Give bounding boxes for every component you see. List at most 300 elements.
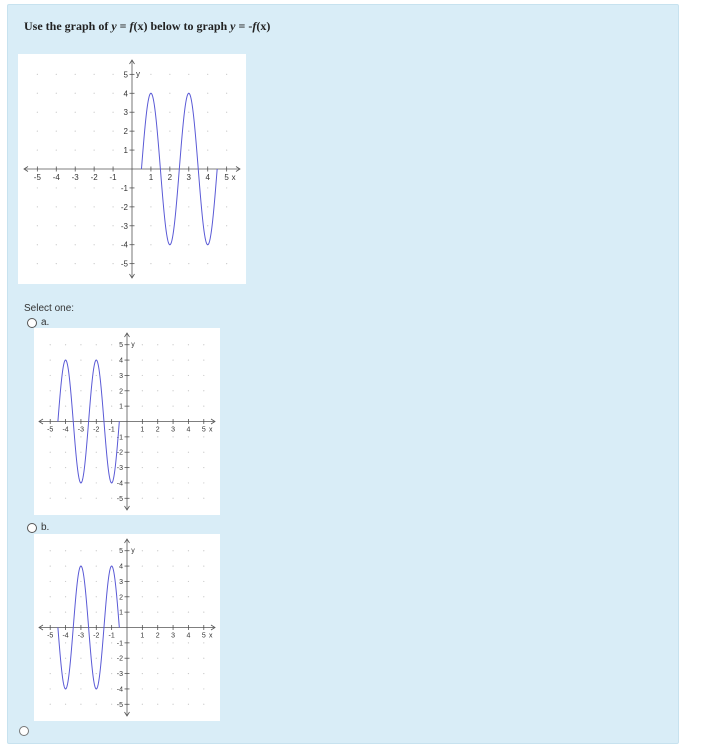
grid-dot [169,263,170,264]
grid-dot [157,390,158,391]
question-panel [7,4,679,744]
grid-dot [50,612,51,613]
grid-dot [50,565,51,566]
grid-dot [142,390,143,391]
option-b-label: b. [41,522,50,533]
grid-dot [207,74,208,75]
grid-dot [75,74,76,75]
grid-dot [172,467,173,468]
grid-dot [96,452,97,453]
grid-dot [188,612,189,613]
grid-dot [188,263,189,264]
grid-dot [203,452,204,453]
grid-dot [50,581,51,582]
grid-dot [65,565,66,566]
grid-dot [75,112,76,113]
grid-dot [188,390,189,391]
option-b-row[interactable] [27,522,49,533]
grid-dot [203,498,204,499]
grid-dot [111,550,112,551]
grid-dot [94,187,95,188]
grid-dot [226,74,227,75]
y-tick-label: 3 [123,108,128,118]
grid-dot [37,206,38,207]
grid-dot [56,244,57,245]
grid-dot [142,482,143,483]
grid-dot [169,187,170,188]
grid-dot [94,225,95,226]
grid-dot [203,550,204,551]
grid-dot [142,581,143,582]
grid-dot [37,149,38,150]
grid-dot [172,452,173,453]
grid-dot [172,581,173,582]
grid-dot [94,74,95,75]
option-b-radio[interactable] [27,523,37,533]
grid-dot [157,359,158,360]
y-axis-label: y [136,69,140,79]
grid-dot [112,131,113,132]
main-graph-svg [18,54,246,284]
grid-dot [96,612,97,613]
option-c-radio[interactable] [19,726,29,736]
y-tick-label: -2 [120,202,128,212]
grid-dot [80,612,81,613]
grid-dot [142,550,143,551]
option-a-label: a. [41,317,50,328]
x-tick-label: 1 [148,173,154,182]
grid-dot [142,436,143,437]
grid-dot [37,225,38,226]
grid-dot [203,436,204,437]
y-tick-label: -2 [116,655,123,663]
grid-dot [65,344,66,345]
grid-dot [142,642,143,643]
grid-dot [96,581,97,582]
grid-dot [80,550,81,551]
grid-dot [111,612,112,613]
select-one-label: Select one: [24,303,75,314]
x-tick-label: 4 [205,173,210,182]
grid-dot [65,452,66,453]
x-tick-label: -3 [77,426,85,434]
grid-dot [150,131,151,132]
grid-dot [188,344,189,345]
grid-dot [188,596,189,597]
y-tick-label: 1 [123,146,128,156]
grid-dot [157,688,158,689]
x-tick-label: -4 [52,173,60,182]
grid-dot [169,149,170,150]
grid-dot [111,658,112,659]
grid-dot [157,565,158,566]
grid-dot [65,390,66,391]
grid-dot [75,149,76,150]
grid-dot [142,565,143,566]
y-tick-label: 5 [123,70,128,80]
grid-dot [157,673,158,674]
option-a-row[interactable] [27,317,49,328]
grid-dot [172,704,173,705]
grid-dot [50,390,51,391]
grid-dot [150,206,151,207]
y-tick-label: 1 [119,609,123,617]
grid-dot [203,688,204,689]
grid-dot [150,263,151,264]
grid-dot [111,498,112,499]
y-tick-label: 3 [119,578,123,586]
grid-dot [157,482,158,483]
grid-dot [188,244,189,245]
grid-dot [150,149,151,150]
grid-dot [188,375,189,376]
grid-dot [150,244,151,245]
grid-dot [188,225,189,226]
grid-dot [111,344,112,345]
grid-dot [203,467,204,468]
grid-dot [56,93,57,94]
grid-dot [65,704,66,705]
grid-dot [37,93,38,94]
x-tick-label: 1 [140,426,145,434]
grid-dot [65,550,66,551]
grid-dot [50,467,51,468]
grid-dot [188,359,189,360]
grid-dot [65,658,66,659]
grid-dot [188,149,189,150]
grid-dot [207,112,208,113]
grid-dot [112,187,113,188]
grid-dot [50,482,51,483]
grid-dot [142,375,143,376]
grid-dot [111,596,112,597]
grid-dot [172,612,173,613]
y-tick-label: 2 [123,127,128,137]
grid-dot [75,93,76,94]
grid-dot [226,244,227,245]
grid-dot [111,704,112,705]
grid-dot [207,149,208,150]
grid-dot [172,565,173,566]
y-tick-label: 4 [119,563,123,571]
grid-dot [226,225,227,226]
x-tick-label: -2 [93,426,100,434]
y-tick-label: -3 [116,671,123,679]
grid-dot [111,467,112,468]
grid-dot [207,263,208,264]
grid-dot [188,406,189,407]
grid-dot [169,206,170,207]
x-tick-label: 1 [140,632,145,640]
y-tick-label: 4 [119,357,123,365]
grid-dot [142,406,143,407]
y-tick-label: -1 [116,434,123,442]
option-a-radio[interactable] [27,318,37,328]
x-tick-label: -5 [33,173,41,182]
grid-dot [50,359,51,360]
grid-dot [169,131,170,132]
grid-dot [207,206,208,207]
grid-dot [172,658,173,659]
grid-dot [203,344,204,345]
grid-dot [188,550,189,551]
grid-dot [207,93,208,94]
grid-dot [157,498,158,499]
grid-dot [188,642,189,643]
grid-dot [157,612,158,613]
grid-dot [37,263,38,264]
grid-dot [188,206,189,207]
grid-dot [80,498,81,499]
x-tick-label: 2 [155,426,160,434]
grid-dot [94,112,95,113]
grid-dot [65,375,66,376]
grid-dot [80,688,81,689]
y-tick-label: -4 [116,480,123,488]
x-tick-label: -1 [108,426,115,434]
y-tick-label: -2 [116,449,123,457]
grid-dot [172,344,173,345]
x-tick-label: 2 [167,173,173,182]
grid-dot [172,498,173,499]
y-tick-label: 5 [119,548,123,556]
grid-dot [96,596,97,597]
x-tick-label: -4 [62,426,69,434]
x-tick-label: -1 [109,173,117,182]
grid-dot [80,596,81,597]
grid-dot [96,642,97,643]
x-tick-label: 5 [201,426,206,434]
grid-dot [172,482,173,483]
x-tick-label: 4 [186,426,191,434]
grid-dot [142,688,143,689]
grid-dot [65,612,66,613]
grid-dot [188,452,189,453]
grid-dot [96,467,97,468]
grid-dot [150,225,151,226]
grid-dot [75,206,76,207]
x-tick-label: -4 [62,632,69,640]
grid-dot [172,596,173,597]
grid-dot [172,642,173,643]
grid-dot [112,93,113,94]
grid-dot [80,642,81,643]
grid-dot [80,375,81,376]
grid-dot [188,688,189,689]
grid-dot [150,112,151,113]
grid-dot [188,673,189,674]
y-tick-label: 3 [119,372,123,380]
grid-dot [50,658,51,659]
grid-dot [65,642,66,643]
grid-dot [157,550,158,551]
grid-dot [169,74,170,75]
grid-dot [111,390,112,391]
grid-dot [226,131,227,132]
grid-dot [111,375,112,376]
y-tick-label: -4 [116,686,123,694]
grid-dot [203,359,204,360]
grid-dot [56,225,57,226]
grid-dot [157,452,158,453]
grid-dot [50,642,51,643]
grid-dot [226,93,227,94]
grid-dot [80,581,81,582]
y-tick-label: -4 [120,240,128,250]
grid-dot [142,344,143,345]
x-axis-label: x [231,173,236,182]
grid-dot [96,673,97,674]
y-tick-label: 1 [119,403,123,411]
grid-dot [203,406,204,407]
grid-dot [150,74,151,75]
x-tick-label: -1 [108,632,115,640]
option-b-graph-svg [34,534,220,721]
grid-dot [157,467,158,468]
grid-dot [56,187,57,188]
x-tick-label: 3 [171,632,176,640]
grid-dot [75,244,76,245]
grid-dot [65,436,66,437]
x-tick-label: 3 [186,173,192,182]
grid-dot [50,550,51,551]
grid-dot [169,225,170,226]
grid-dot [75,131,76,132]
grid-dot [111,406,112,407]
grid-dot [50,406,51,407]
grid-dot [56,263,57,264]
grid-dot [94,149,95,150]
grid-dot [142,673,143,674]
grid-dot [65,467,66,468]
grid-dot [188,482,189,483]
x-tick-label: -5 [47,426,54,434]
grid-dot [80,406,81,407]
x-axis-label: x [209,632,213,640]
grid-dot [203,612,204,613]
grid-dot [50,498,51,499]
grid-dot [188,131,189,132]
option-a-graph [34,328,220,515]
grid-dot [203,390,204,391]
grid-dot [207,225,208,226]
grid-dot [80,344,81,345]
grid-dot [65,406,66,407]
x-tick-label: -3 [77,632,85,640]
grid-dot [80,704,81,705]
grid-dot [157,344,158,345]
grid-dot [203,658,204,659]
grid-dot [188,112,189,113]
grid-dot [50,673,51,674]
grid-dot [111,359,112,360]
grid-dot [226,206,227,207]
grid-dot [50,704,51,705]
grid-dot [50,436,51,437]
grid-dot [96,436,97,437]
grid-dot [96,482,97,483]
grid-dot [188,436,189,437]
grid-dot [157,596,158,597]
grid-dot [157,704,158,705]
grid-dot [80,673,81,674]
grid-dot [142,498,143,499]
grid-dot [75,187,76,188]
grid-dot [37,74,38,75]
grid-dot [65,482,66,483]
grid-dot [150,187,151,188]
grid-dot [203,565,204,566]
grid-dot [157,436,158,437]
grid-dot [80,436,81,437]
grid-dot [172,550,173,551]
grid-dot [111,642,112,643]
grid-dot [37,131,38,132]
grid-dot [203,482,204,483]
grid-dot [188,498,189,499]
grid-dot [188,187,189,188]
grid-dot [112,149,113,150]
x-tick-label: 2 [155,632,160,640]
x-tick-label: 4 [186,632,191,640]
x-tick-label: -2 [90,173,98,182]
x-tick-label: 5 [224,173,229,182]
grid-dot [188,658,189,659]
grid-dot [207,187,208,188]
option-b-graph [34,534,220,721]
grid-dot [111,581,112,582]
question-text: Use the graph of y = f(x) below to graph y = -f(x) [24,19,271,33]
grid-dot [172,436,173,437]
x-axis-label: x [209,426,213,434]
grid-dot [94,263,95,264]
grid-dot [111,436,112,437]
grid-dot [94,93,95,94]
grid-dot [50,596,51,597]
grid-dot [188,565,189,566]
grid-dot [112,112,113,113]
grid-dot [50,452,51,453]
grid-dot [96,658,97,659]
y-tick-label: -5 [116,495,123,503]
y-tick-label: 2 [119,388,123,396]
grid-dot [65,596,66,597]
grid-dot [203,375,204,376]
grid-dot [96,375,97,376]
grid-dot [172,688,173,689]
grid-dot [226,112,227,113]
grid-dot [50,344,51,345]
y-tick-label: -5 [116,701,123,709]
y-tick-label: -1 [116,640,123,648]
grid-dot [203,596,204,597]
y-tick-label: 5 [119,342,123,350]
grid-dot [75,263,76,264]
grid-dot [172,673,173,674]
y-axis-label: y [131,341,135,349]
grid-dot [188,704,189,705]
grid-dot [169,93,170,94]
grid-dot [188,467,189,468]
grid-dot [142,704,143,705]
grid-dot [37,112,38,113]
grid-dot [142,596,143,597]
grid-dot [75,225,76,226]
grid-dot [65,673,66,674]
grid-dot [111,673,112,674]
grid-dot [112,74,113,75]
grid-dot [96,498,97,499]
